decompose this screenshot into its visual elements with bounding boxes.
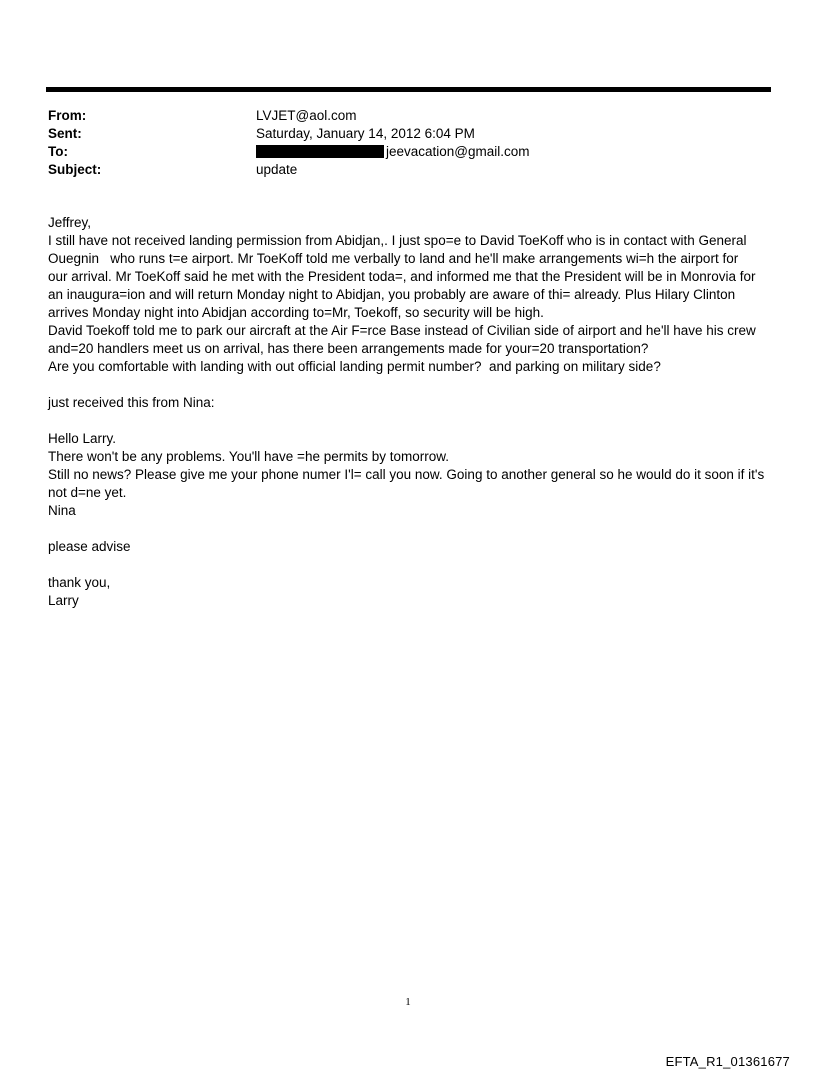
page-number: 1 [405,996,411,1008]
signature: Larry [48,593,79,608]
quoted-line: Nina [48,503,76,518]
document-id: EFTA_R1_01361677 [665,1054,790,1069]
paragraph-gap [48,412,772,430]
quoted-line: Still no news? Please give me your phone numer I'l= call you now. Going to another general so he would do it soon if it's [48,467,765,482]
body-line: and=20 handlers meet us on arrival, has there been arrangements made for your=20 transportation? [48,341,649,356]
body-line: an inaugura=ion and will return Monday night to Abidjan, you probably are aware of thi= already. Plus Hilary Clinton [48,287,736,302]
header-divider [46,87,771,92]
body-line: I still have not received landing permission from Abidjan,. I just spo=e to David ToeKoff who is in contact with General [48,233,747,248]
from-label: From: [48,108,87,123]
body-line: Ouegnin who runs t=e airport. Mr ToeKoff told me verbally to land and he'll make arrangements wi=h the airport for [48,251,739,266]
to-value: jeevacation@gmail.com [386,144,530,159]
intro-nina: just received this from Nina: [48,395,215,410]
body-line: arrives Monday night into Abidjan according to=Mr, Toekoff, so security will be high. [48,305,544,320]
sent-value: Saturday, January 14, 2012 6:04 PM [256,126,475,141]
subject-label: Subject: [48,162,102,177]
email-body [48,214,772,610]
paragraph-gap [48,556,772,574]
paragraph-gap [48,376,772,394]
subject-row [48,161,768,179]
quoted-line: Hello Larry. [48,431,117,446]
from-value: LVJET@aol.com [256,108,357,123]
subject-value: update [256,162,298,177]
to-row [48,143,768,161]
body-line: our arrival. Mr ToeKoff said he met with the President toda=, and informed me that the President will be in Monrovia for [48,269,756,284]
email-header [48,107,768,179]
quoted-line: There won't be any problems. You'll have =he permits by tomorrow. [48,449,449,464]
body-line: Are you comfortable with landing with out official landing permit number? and parking on military side? [48,359,661,374]
greeting: Jeffrey, [48,215,92,230]
sent-label: Sent: [48,126,82,141]
paragraph-gap [48,520,772,538]
body-line: David Toekoff told me to park our aircraft at the Air F=rce Base instead of Civilian side of airport and he'll have his crew [48,323,756,338]
quoted-line: not d=ne yet. [48,485,127,500]
to-value-container [256,143,530,161]
to-label: To: [48,144,68,159]
from-row [48,107,768,125]
sent-row [48,125,768,143]
closing-line: thank you, [48,575,111,590]
redaction-block [256,145,384,158]
advise-line: please advise [48,539,131,554]
